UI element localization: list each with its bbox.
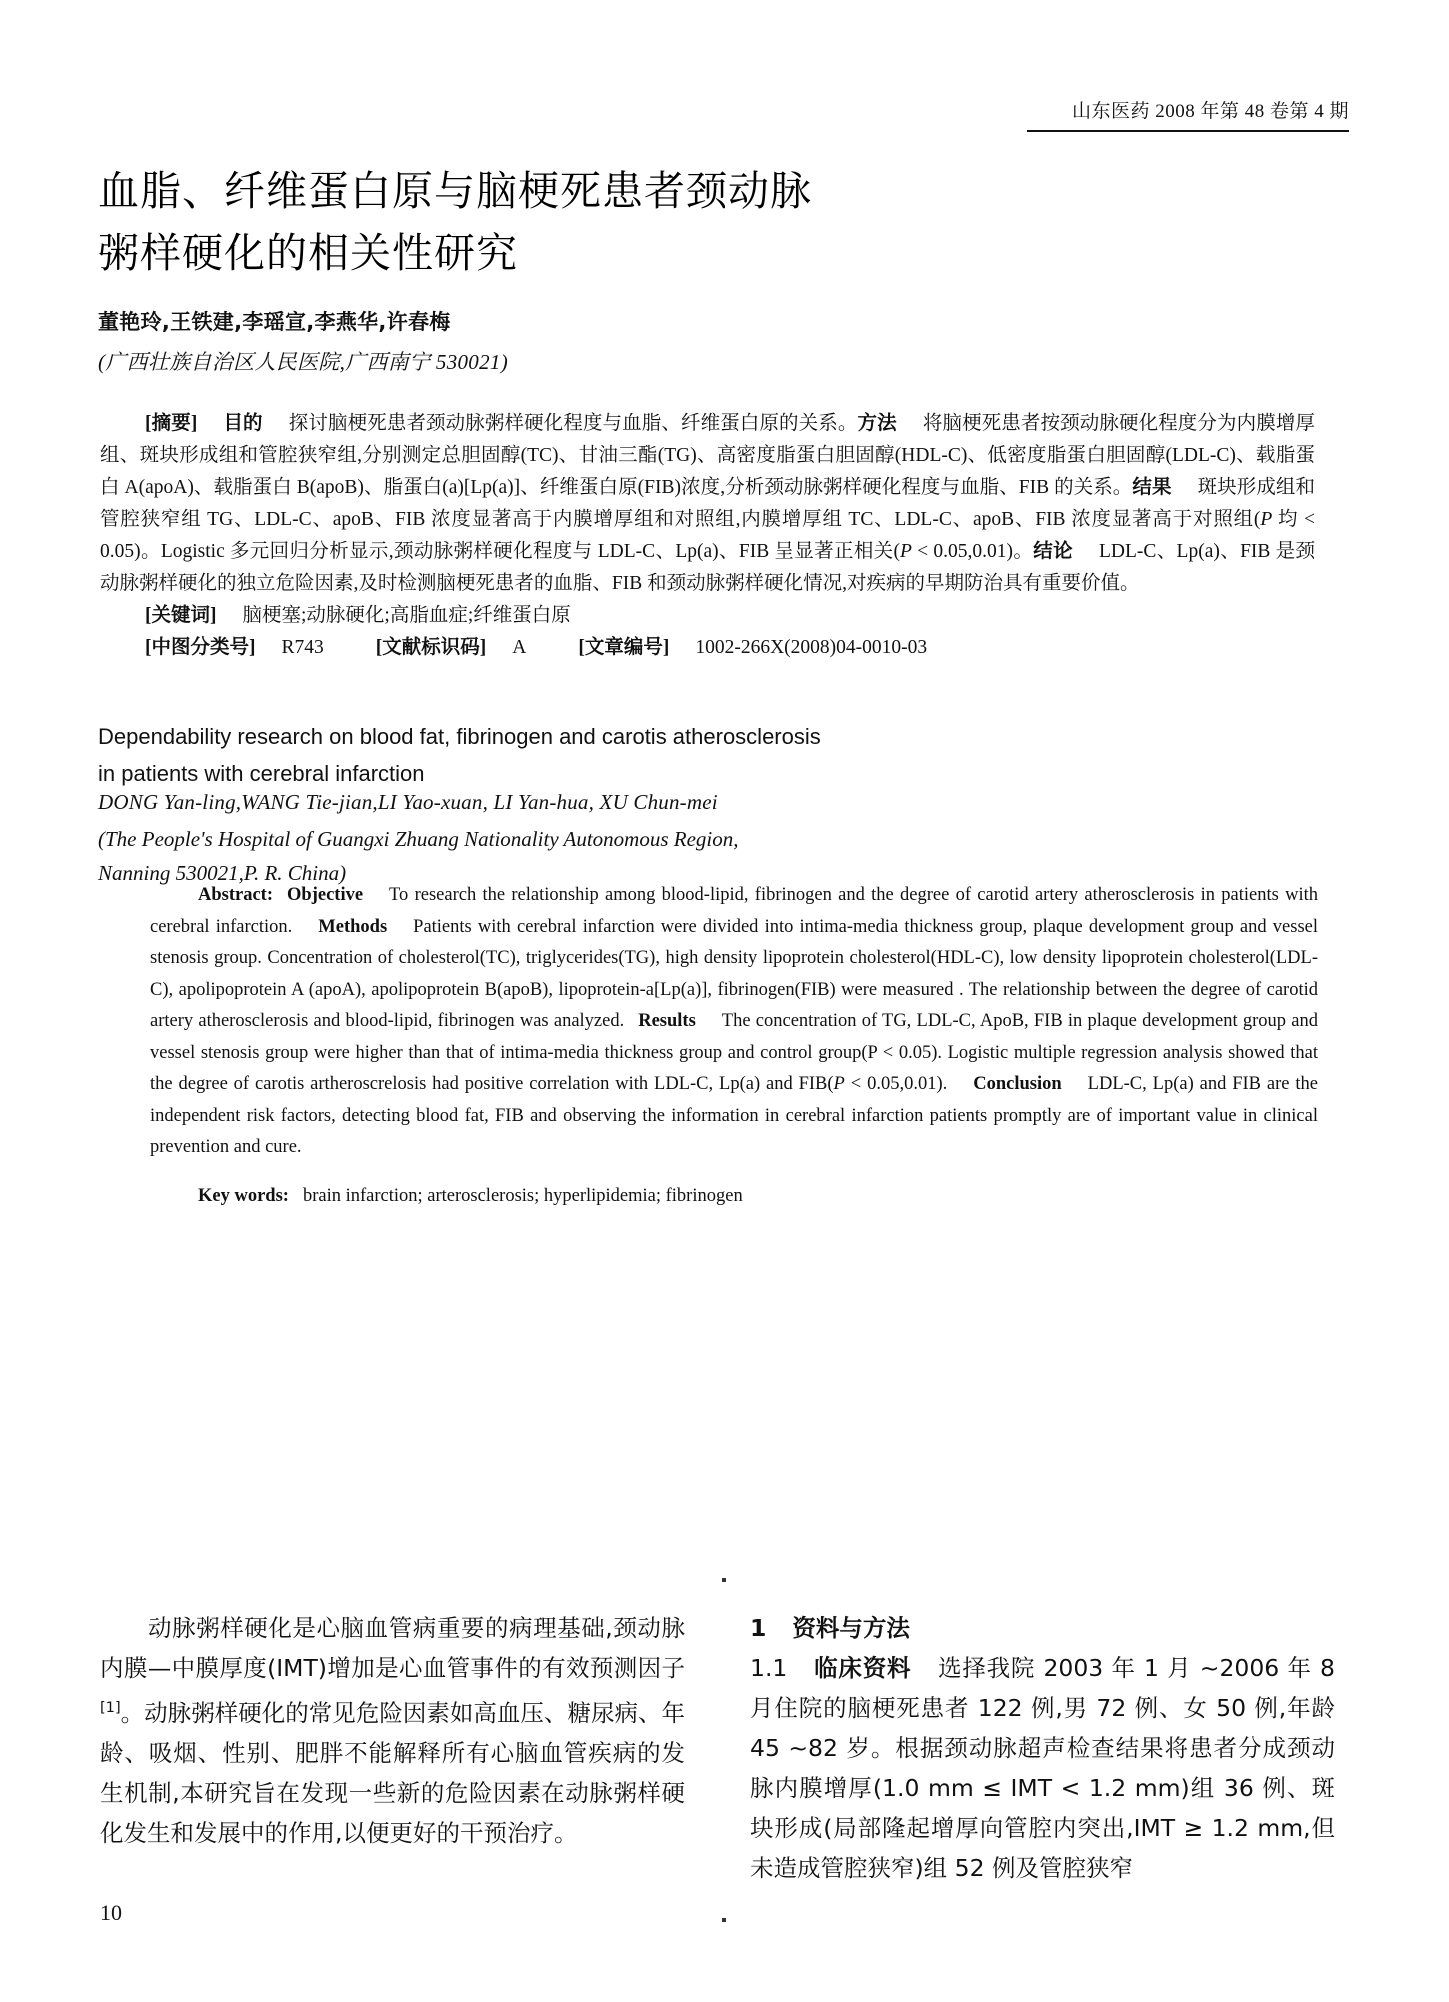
abstract-cn-results-text-a: 斑块形成组和管腔狭窄组 TG、LDL-C、apoB、FIB 浓度显著高于内膜增厚组和对照组,内膜增厚组 TC、LDL-C、apoB、FIB 浓度显著高于对照组(	[100, 477, 1315, 530]
abstract-en-results-p: P	[833, 1074, 845, 1094]
body-intro-text-b: 。动脉粥样硬化的常见危险因素如高血压、糖尿病、年龄、吸烟、性别、肥胖不能解释所有心脑血管疾病的发生机制,本研究旨在发现一些新的危险因素在动脉粥样硬化发生和发展中的作用,以便更好的干预治疗。	[100, 1698, 685, 1847]
keywords-cn-label: [关键词]	[145, 605, 217, 626]
abstract-cn-results-p2: P	[900, 541, 912, 562]
abstract-en-methods-label: Methods	[318, 916, 388, 937]
section-title-1: 资料与方法	[792, 1614, 910, 1642]
body-paragraph-intro	[100, 1608, 685, 1853]
abstract-en-objective-text: To research the relationship among blood-lipid, fibrinogen and the degree of carotid artery atherosclerosis in patients with cerebral infarction.	[150, 885, 1318, 937]
abstract-cn-conclusion-label: 结论	[1033, 541, 1073, 562]
abstract-en-methods-text: Patients with cerebral infarction were divided into intima-media thickness group, plaque development group and vessel stenosis group. Concentration of cholesterol(TC), triglycerides(TG), high density lipoprotein cholesterol(HDL-C), low density lipoprotein cholesterol(LDL-C), apolipoprotein A (apoA), apolipoprotein B(apoB), lipoprotein-a[Lp(a)], fibrinogen(FIB) were measured . The relationship between the degree of carotid artery atherosclerosis and blood-lipid, fibrinogen was analyzed.	[150, 916, 1318, 1031]
abstract-cn-results-text-c: < 0.05,0.01)。	[911, 541, 1034, 562]
abstract-cn-label: [摘要]	[145, 413, 198, 434]
section-separator-dot	[722, 1578, 726, 1582]
abstract-cn	[100, 408, 1315, 664]
subsection-number-1-1: 1.1	[750, 1654, 788, 1682]
abstract-en-results-label: Results	[638, 1011, 696, 1031]
abstract-cn-methods-text: 将脑梗死患者按颈动脉硬化程度分为内膜增厚组、斑块形成组和管腔狭窄组,分别测定总胆固醇(TC)、甘油三酯(TG)、高密度脂蛋白胆固醇(HDL-C)、低密度脂蛋白胆固醇(LDL-C)、载脂蛋白 A(apoA)、载脂蛋白 B(apoB)、脂蛋白(a)[Lp(a)]、纤维蛋白原(FIB)浓度,分析颈动脉粥样硬化程度与血脂、FIB 的关系。	[100, 413, 1315, 498]
page-number: 10	[100, 1900, 122, 1925]
abstract-en-body	[150, 880, 1318, 1164]
abstract-en-results-text: The concentration of TG, LDL-C, ApoB, FIB in plaque development group and vessel stenosis group were higher than that of intima-media thickness group and control group(P < 0.05). Logistic multiple regression analysis showed that the degree of carotis artheroscrelosis had positive correlation with LDL-C, Lp(a) and FIB(	[150, 1011, 1318, 1094]
doc-code-value: A	[512, 637, 527, 658]
keywords-cn	[100, 600, 1315, 632]
abstract-en-conclusion-text: LDL-C, Lp(a) and FIB are the independent risk factors, detecting blood fat, FIB and observing the information in cerebral infarction patients promptly are of important value in clinical prevention and cure.	[150, 1074, 1318, 1157]
affiliation-en-line-1: (The People's Hospital of Guangxi Zhuang Nationality Autonomous Region,	[98, 827, 739, 851]
subsection-text-1-1: 选择我院 2003 年 1 月 ~2006 年 8 月住院的脑梗死患者 122 例,男 72 例、女 50 例,年龄 45 ~82 岁。根据颈动脉超声检查结果将患者分成颈动脉内膜增厚(1.0 mm ≤ IMT < 1.2 mm)组 36 例、斑块形成(局部隆起增厚向管腔内突出,IMT ≥ 1.2 mm,但未造成管腔狭窄)组 52 例及管腔狭窄	[750, 1654, 1335, 1882]
article-title-en-line-1: Dependability research on blood fat, fibrinogen and carotis atherosclerosis	[98, 724, 821, 749]
article-title-en	[98, 718, 1098, 792]
clc-label: [中图分类号]	[145, 637, 256, 658]
running-head-rule	[1027, 130, 1349, 132]
abstract-en-objective-label: Objective	[287, 885, 364, 905]
keywords-en	[150, 1181, 1318, 1213]
abstract-cn-objective-text: 探讨脑梗死患者颈动脉粥样硬化程度与血脂、纤维蛋白原的关系。	[288, 413, 858, 434]
author-list-cn: 董艳玲,王铁建,李瑶宣,李燕华,许春梅	[98, 310, 451, 334]
article-id-label: [文章编号]	[578, 637, 670, 658]
running-head: 山东医药 2008 年第 48 卷第 4 期	[1071, 101, 1349, 122]
abstract-cn-results-label: 结果	[1132, 477, 1172, 498]
body-column-left	[100, 1608, 685, 1853]
keywords-en-label: Key words:	[198, 1185, 289, 1206]
abstract-cn-methods-label: 方法	[857, 413, 897, 434]
section-heading-1	[750, 1608, 1335, 1648]
article-id-value: 1002-266X(2008)04-0010-03	[695, 637, 928, 658]
clc-value: R743	[281, 637, 324, 658]
reference-marker-1: [1]	[100, 1699, 121, 1716]
keywords-cn-text: 脑梗塞;动脉硬化;高脂血症;纤维蛋白原	[242, 605, 571, 626]
subsection-title-1-1: 临床资料	[813, 1654, 912, 1682]
section-number-1: 1	[750, 1614, 767, 1642]
article-title-line-1: 血脂、纤维蛋白原与脑梗死患者颈动脉	[98, 167, 812, 215]
body-intro-text-a: 动脉粥样硬化是心脑血管病重要的病理基础,颈动脉内膜—中膜厚度(IMT)增加是心血管事件的有效预测因子	[100, 1614, 685, 1682]
subsection-1-1	[750, 1648, 1335, 1888]
abstract-cn-objective-label: 目的	[223, 413, 263, 434]
article-title	[98, 160, 998, 284]
author-list-en: DONG Yan-ling,WANG Tie-jian,LI Yao-xuan, LI Yan-hua, XU Chun-mei	[98, 790, 718, 814]
article-title-line-2: 粥样硬化的相关性研究	[98, 229, 518, 277]
keywords-en-text: brain infarction; arterosclerosis; hyperlipidemia; fibrinogen	[302, 1185, 743, 1206]
abstract-en	[150, 880, 1318, 1212]
classification-line	[100, 632, 1315, 664]
abstract-en-results-text-b: < 0.05,0.01).	[844, 1074, 948, 1094]
abstract-cn-results-p1: P	[1260, 509, 1273, 530]
article-title-en-line-2: in patients with cerebral infarction	[98, 761, 425, 786]
footer-separator-dot	[722, 1918, 726, 1922]
abstract-en-label: Abstract:	[198, 885, 274, 905]
abstract-cn-body	[100, 408, 1315, 600]
abstract-cn-conclusion-text: LDL-C、Lp(a)、FIB 是颈动脉粥样硬化的独立危险因素,及时检测脑梗死患者的血脂、FIB 和颈动脉粥样硬化情况,对疾病的早期防治具有重要价值。	[100, 541, 1315, 594]
affiliation-en-line-2: Nanning 530021,P. R. China)	[98, 861, 347, 885]
doc-code-label: [文献标识码]	[375, 637, 487, 658]
abstract-en-conclusion-label: Conclusion	[973, 1074, 1062, 1094]
affiliation-cn: (广西壮族自治区人民医院,广西南宁 530021)	[98, 350, 508, 374]
abstract-cn-results-text-b: 均 < 0.05)。Logistic 多元回归分析显示,颈动脉粥样硬化程度与 LDL-C、Lp(a)、FIB 呈显著正相关(	[100, 509, 1315, 562]
body-column-right	[750, 1608, 1335, 1888]
